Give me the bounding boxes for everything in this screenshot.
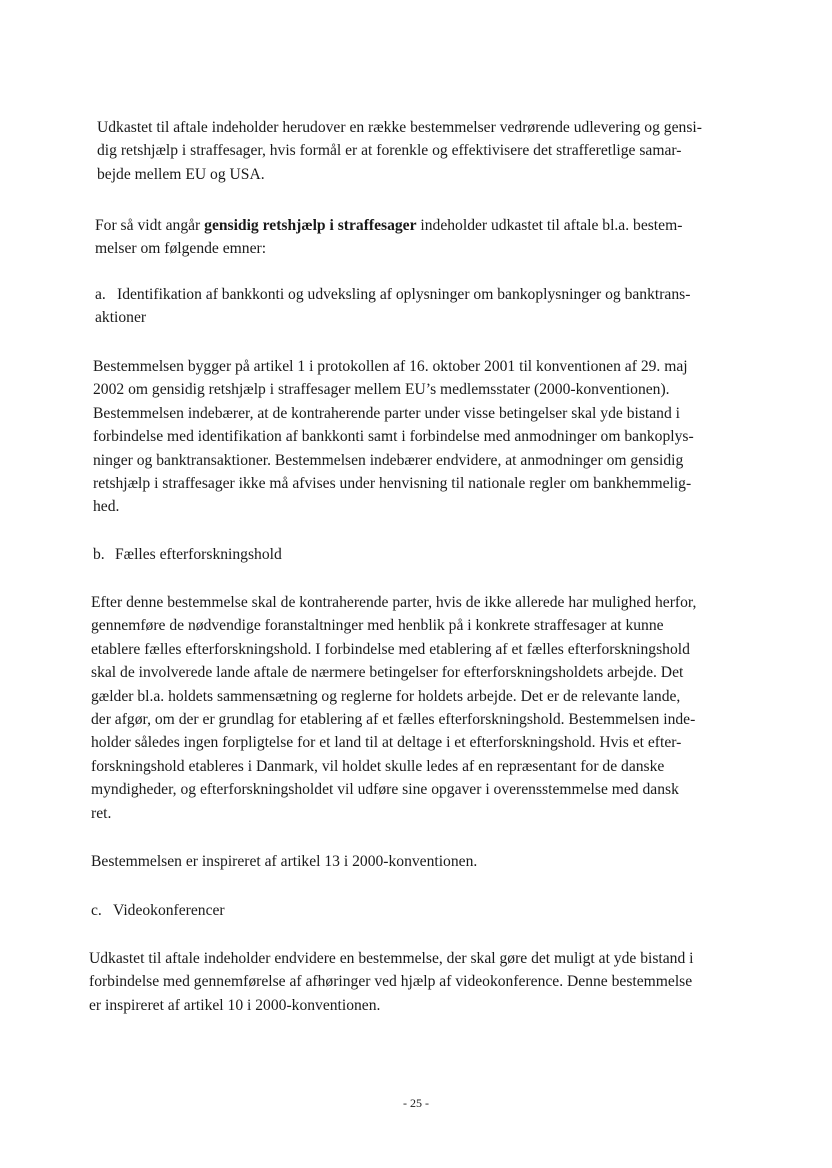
text-line: holder således ingen forpligtelse for et land til at deltage i et efterforskningshold. Hvis et efter- (91, 734, 682, 752)
item-title: Identifikation af bankkonti og udveksling af oplysninger om bankoplysninger og banktrans- (117, 286, 691, 303)
paragraph-scope (95, 214, 682, 261)
text-line: aktioner (95, 309, 147, 327)
text-line (95, 214, 682, 237)
text-line: Udkastet til aftale indeholder herudover en række bestemmelser vedrørende udlevering og gensi- (97, 119, 702, 136)
item-title: Videokonferencer (113, 902, 225, 919)
bold-term: gensidig retshjælp i straffesager (204, 217, 417, 234)
paragraph-inspiration-13 (91, 850, 477, 873)
text-line: etablere fælles efterforskningshold. I forbindelse med etablering af et fælles efterforskningshold (91, 640, 690, 658)
text-line: er inspireret af artikel 10 i 2000-konventionen. (89, 996, 381, 1014)
text-line: Udkastet til aftale indeholder endvidere en bestemmelse, der skal gøre det muligt at yde bistand i (89, 950, 694, 967)
paragraph-bank-accounts (93, 355, 694, 519)
item-heading-a (95, 283, 690, 330)
page-number: - 25 - (403, 1096, 429, 1110)
text-line: der afgør, om der er grundlag for etablering af et fælles efterforskningshold. Bestemmelsen inde- (91, 711, 696, 729)
text-line: 2002 om gensidig retshjælp i straffesager mellem EU’s medlemsstater (2000-konventionen). (93, 381, 670, 399)
text-line: retshjælp i straffesager ikke må afvises under henvisning til nationale regler om bankhemmelig- (93, 475, 692, 493)
text-line: forbindelse med identifikation af bankkonti samt i forbindelse med anmodninger om bankoplys- (93, 428, 694, 446)
text-line (91, 899, 225, 922)
text-line: ninger og banktransaktioner. Bestemmelsen indebærer endvidere, at anmodninger om gensidig (93, 451, 684, 469)
text-line: Bestemmelsen bygger på artikel 1 i protokollen af 16. oktober 2001 til konventionen af 29. maj (93, 358, 688, 375)
item-marker: c. (91, 902, 102, 919)
text-line (95, 283, 690, 306)
item-marker: b. (93, 546, 105, 563)
text-line: gælder bl.a. holdets sammensætning og reglerne for holdets arbejde. Det er de relevante lande, (91, 687, 681, 705)
text-line: dig retshjælp i straffesager, hvis formål er at forenkle og effektivisere det strafferetlige samar- (97, 142, 682, 160)
text-line: gennemføre de nødvendige foranstaltninger med henblik på i konkrete straffesager at kunne (91, 617, 664, 635)
item-title: Fælles efterforskningshold (115, 546, 282, 563)
text-line: forskningshold etableres i Danmark, vil holdet skulle ledes af en repræsentant for de danske (91, 757, 665, 775)
text-line (93, 543, 282, 566)
text-run: For så vidt angår (95, 217, 205, 234)
text-line: bejde mellem EU og USA. (97, 165, 265, 183)
text-line: Bestemmelsen er inspireret af artikel 13 i 2000-konventionen. (91, 853, 478, 870)
text-line: Efter denne bestemmelse skal de kontraherende parter, hvis de ikke allerede har mulighed herfor, (91, 594, 697, 611)
text-line: ret. (91, 804, 112, 822)
text-line: Bestemmelsen indebærer, at de kontraherende parter under visse betingelser skal yde bistand i (93, 404, 680, 422)
item-heading-c (91, 899, 225, 922)
text-line: melser om følgende emner: (95, 240, 267, 258)
text-line: skal de involverede lande aftale de nærmere betingelser for efterforskningsholdets arbejde. Det (91, 664, 684, 682)
paragraph-videoconference (89, 947, 694, 1017)
text-line: hed. (93, 498, 120, 516)
item-heading-b (93, 543, 282, 566)
text-line: myndigheder, og efterforskningsholdet vil udføre sine opgaver i overensstemmelse med dansk (91, 781, 679, 799)
item-marker: a. (95, 286, 106, 303)
paragraph-intro (97, 116, 702, 186)
paragraph-joint-teams (91, 591, 696, 825)
text-line: forbindelse med gennemførelse af afhøringer ved hjælp af videokonference. Denne bestemmelse (89, 973, 693, 991)
text-run: indeholder udkastet til aftale bl.a. bestem- (416, 217, 683, 234)
